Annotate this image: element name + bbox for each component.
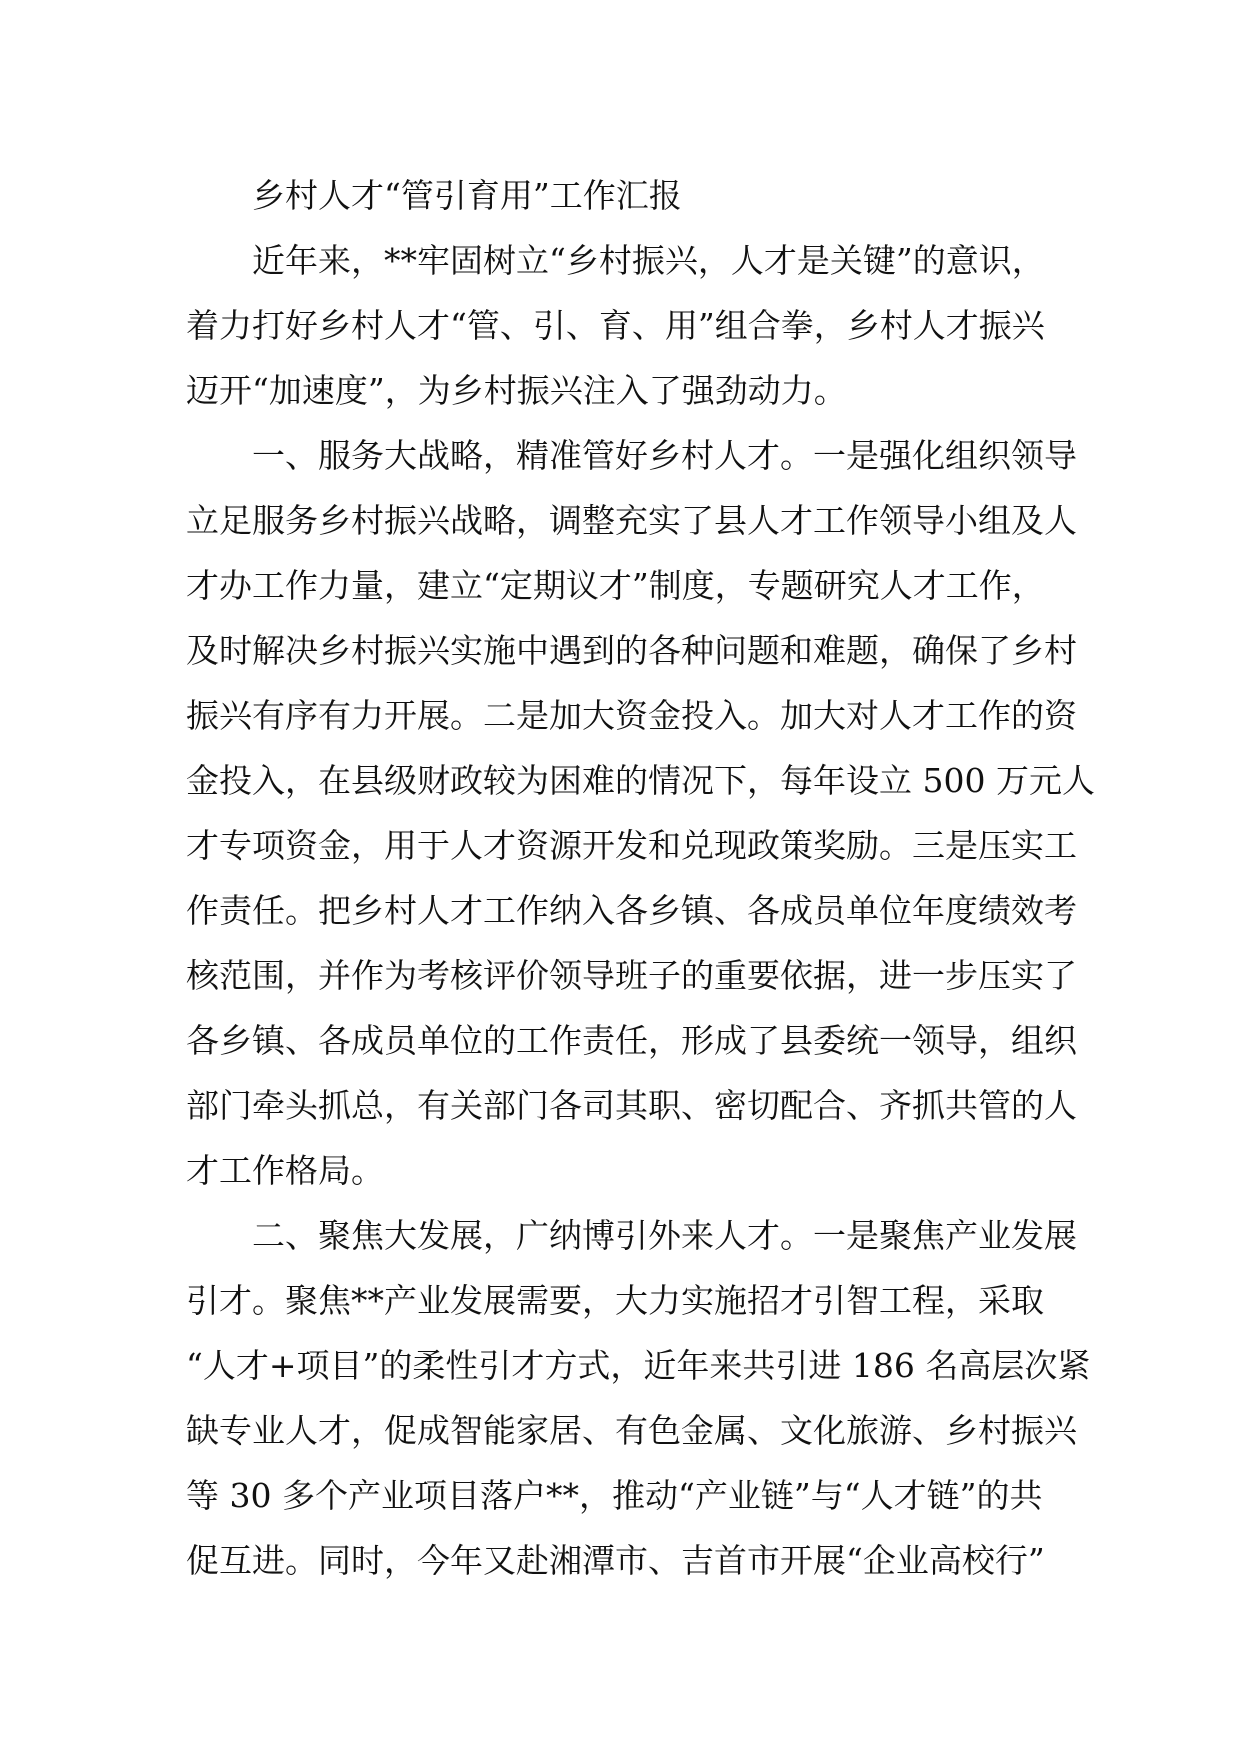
paragraph-line: 部门牵头抓总，有关部门各司其职、密切配合、齐抓共管的人: [186, 1086, 1077, 1125]
document-title: 乡村人才“管引育用”工作汇报: [252, 176, 682, 215]
paragraph-line: 才办工作力量，建立“定期议才”制度，专题研究人才工作，: [186, 566, 1045, 605]
paragraph-line: 促互进。同时，今年又赴湘潭市、吉首市开展“企业高校行”: [186, 1541, 1045, 1580]
document-body: [186, 163, 1095, 1593]
paragraph-line: 金投入，在县级财政较为困难的情况下，每年设立 500 万元人: [186, 761, 1095, 800]
paragraph-line: 迈开“加速度”，为乡村振兴注入了强劲动力。: [186, 371, 847, 410]
paragraph-line: 着力打好乡村人才“管、引、育、用”组合拳，乡村人才振兴: [186, 306, 1045, 345]
paragraph-line: 一、服务大战略，精准管好乡村人才。一是强化组织领导: [252, 436, 1077, 475]
paragraph-line: 作责任。把乡村人才工作纳入各乡镇、各成员单位年度绩效考: [186, 891, 1077, 930]
paragraph-line: 二、聚焦大发展，广纳博引外来人才。一是聚焦产业发展: [252, 1216, 1077, 1255]
paragraph-line: 核范围，并作为考核评价领导班子的重要依据，进一步压实了: [186, 956, 1077, 995]
paragraph-line: 及时解决乡村振兴实施中遇到的各种问题和难题，确保了乡村: [186, 631, 1077, 670]
paragraph-line: 缺专业人才，促成智能家居、有色金属、文化旅游、乡村振兴: [186, 1411, 1077, 1450]
paragraph-line: 振兴有序有力开展。二是加大资金投入。加大对人才工作的资: [186, 696, 1077, 735]
paragraph-line: “人才+项目”的柔性引才方式，近年来共引进 186 名高层次紧: [186, 1346, 1091, 1385]
paragraph-line: 近年来，**牢固树立“乡村振兴，人才是关键”的意识，: [252, 241, 1045, 280]
paragraph-line: 才工作格局。: [186, 1151, 384, 1190]
paragraph-line: 才专项资金，用于人才资源开发和兑现政策奖励。三是压实工: [186, 826, 1077, 865]
paragraph-line: 等 30 多个产业项目落户**，推动“产业链”与“人才链”的共: [186, 1476, 1043, 1515]
paragraph-line: 立足服务乡村振兴战略，调整充实了县人才工作领导小组及人: [186, 501, 1077, 540]
paragraph-line: 各乡镇、各成员单位的工作责任，形成了县委统一领导，组织: [186, 1021, 1077, 1060]
paragraph-line: 引才。聚焦**产业发展需要，大力实施招才引智工程，采取: [186, 1281, 1044, 1320]
